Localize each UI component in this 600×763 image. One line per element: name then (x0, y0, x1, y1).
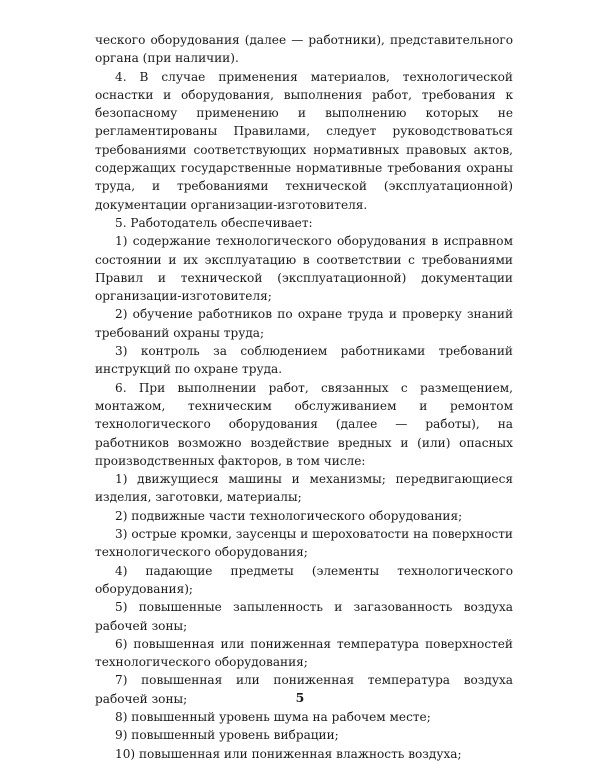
list-item: 8) повышенный уровень шума на рабочем месте; (115, 709, 431, 724)
document-body (95, 31, 513, 763)
page-number: 5 (295, 690, 305, 705)
paragraph-item-5: 5. Работодатель обеспечивает: (115, 215, 313, 230)
list-item: 1) содержание технологического оборудования в исправном состоянии и их эксплуатацию в соответствии с требованиями Правил и технической (эксплуатационной) документации организации-изготовителя; (95, 234, 513, 304)
list-item: 2) обучение работников по охране труда и проверку знаний требований охраны труда; (95, 307, 513, 340)
list-item: 9) повышенный уровень вибрации; (115, 728, 339, 743)
list-item: 3) контроль за соблюдением работниками требований инструкций по охране труда. (95, 344, 513, 377)
list-item: 1) движущиеся машины и механизмы; передвигающиеся изделия, заготовки, материалы; (95, 472, 513, 505)
paragraph-item-4: 4. В случае применения материалов, технологической оснастки и оборудования, выполнения работ, требования к безопасному применению и выполнению которых не регламентированы Правилами, следует руководствоваться требованиями соответствующих нормативных правовых актов, содержащих государственные нормативные требования охраны труда, и требованиями технической (эксплуатационной) документации организации-изготовителя. (95, 69, 513, 212)
list-item: 6) повышенная или пониженная температура поверхностей технологического оборудования; (95, 636, 513, 670)
list-item: 5) повышенные запыленность и загазованность воздуха рабочей зоны; (95, 600, 513, 633)
paragraph-item-6: 6. При выполнении работ, связанных с размещением, монтажом, техническим обслуживанием и ремонтом технологического оборудования (далее — работы), на работников возможно воздействие вредных и (или) опасных производственных факторов, в том числе: (95, 380, 513, 468)
list-item: 2) подвижные части технологического оборудования; (115, 508, 463, 523)
list-item: 3) острые кромки, заусенцы и шероховатости на поверхности технологического оборудования; (95, 527, 513, 560)
paragraph-continuation: ческого оборудования (далее — работники), представительного органа (при наличии). (95, 33, 513, 66)
list-item: 10) повышенная или пониженная влажность воздуха; (115, 746, 462, 761)
list-item: 4) падающие предметы (элементы технологического оборудования); (95, 563, 513, 596)
list-item: 7) повышенная или пониженная температура воздуха рабочей зоны; (95, 673, 513, 706)
